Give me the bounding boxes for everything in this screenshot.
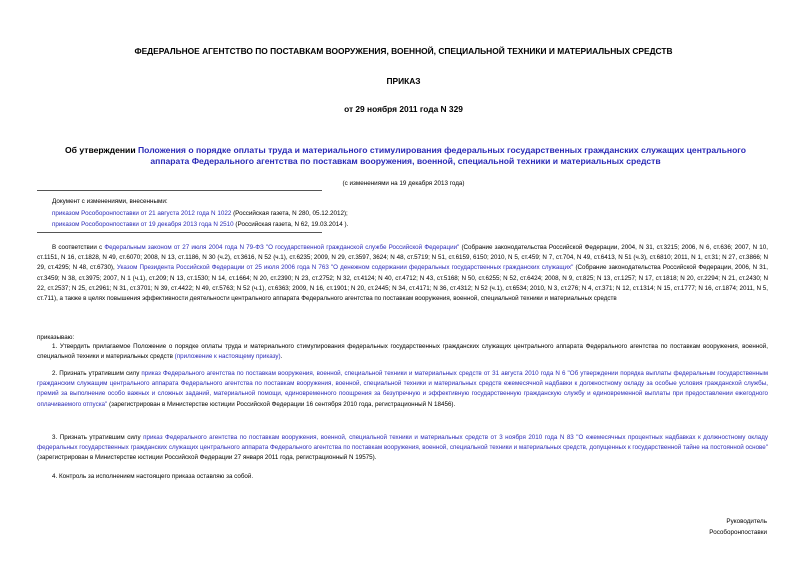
item-text: (зарегистрирован в Министерстве юстиции Российской Федерации 16 сентября 2010 года, регистрационный N 18456). xyxy=(107,400,456,408)
signature-position: Руководитель xyxy=(726,518,767,525)
preamble-text: (Собрание законодательства Российской Федерации, 2004, N 31, ст.3215; 2006, N 6, ст.636; 2007, N 10, ст.1151, N 16, ст.1828, N 49, ст.6070; 2008, N 13, ст.1186, N 30 (ч.2), ст.3616, N 52 (ч.1), ст.6235; 2009, N 29, ст.3597, 3624; N 48, ст.5719; N 51, ст.6159, 6150; 2010, N 5, ст.459; N 7, ст.704, N 49, ст.6413, N 51 (ч.3), ст.6810; 2011, N 1, ст.31; N 27, ст.3866; N 29, ст.4295; N 48, ст.6730), xyxy=(37,244,768,272)
order-item-4: 4. Контроль за исполнением настоящего приказа оставляю за собой. xyxy=(52,473,254,480)
repealed-order-83-link[interactable]: приказ Федерального агентства по поставкам вооружения, военной, специальной техники и материальных средств от 3 ноября 2010 года N 83 "О ежемесячных процентных надбавках к должностному окладу федеральных государственных гражданских служащих центрального аппарата Федерального агентства по поставкам вооружения, военной, специальной техники и материальных средств, допущенных к государственной тайне на постоянной основе" xyxy=(37,434,768,452)
signature-block xyxy=(709,516,767,538)
agency-name: ФЕДЕРАЛЬНОЕ АГЕНТСТВО ПО ПОСТАВКАМ ВООРУЖЕНИЯ, ВОЕННОЙ, СПЕЦИАЛЬНОЙ ТЕХНИКИ И МАТЕРИАЛЬНЫХ СРЕДСТВ xyxy=(134,46,673,56)
document-type: ПРИКАЗ xyxy=(386,76,421,86)
title-prefix: Об утверждении xyxy=(64,145,138,155)
order-item-3 xyxy=(37,433,768,464)
item-text: 2. Признать утратившим силу xyxy=(52,370,142,377)
preamble-paragraph xyxy=(37,243,768,304)
amendment-item xyxy=(52,208,652,220)
amendments-block xyxy=(52,196,652,231)
order-word: приказываю: xyxy=(37,334,75,341)
preamble-text: (Собрание законодательства Российской Федерации, 2006, N 31, ст.3459; N 38, ст.3975; 2007, N 1 (ч.1), ст.209; N 13, ст.1530; N 14, ст.1664; N 20, ст.2390; N 23, ст.2752; N 32, ст.4124; N 40, ст.4712; N 43, ст.5168; N 50, ст.6255; N 52, ст.6424; 2008, N 9, ст.825; N 13, ст.1257; N 17, ст.1818; N 20, ст.2294; N 21, ст.2430; N 22, ст.2537; N 25, ст.2961; N 31, ст.3701; N 39, ст.4422; N 49, ст.5763; N 52 (ч.1), ст.6363; 2009, N 16, ст.1901; N 20, ст.2445; N 34, ст.4171; N 36, ст.4312; N 52 (ч.1), ст.6534; 2010, N 3, ст.276; N 4, ст.371; N 12, ст.1314; N 15, ст.1777; N 16, ст.1874; 2011, N 5, ст.711), а также в целях повышения эффективности деятельности центрального аппарата Федерального агентства по поставкам вооружения, военной, специальной техники и материальных средств xyxy=(37,264,768,303)
item-text: 3. Признать утратившим силу xyxy=(52,434,144,441)
item-text: 1. Утвердить прилагаемое Положение о порядке оплаты труда и материального стимулирования федеральных государственных гражданских служащих центрального аппарата Федерального агентства по поставкам вооружения, военной, специальной техники и материальных средств xyxy=(37,343,768,361)
appendix-link[interactable]: (приложение к настоящему приказу) xyxy=(174,353,281,361)
amendment-source: (Российская газета, N 280, 05.12.2012); xyxy=(231,209,348,217)
preamble-text: В соответствии с xyxy=(52,244,105,251)
amendment-link-2012[interactable]: приказом Рособоронпоставки от 21 августа 2012 года N 1022 xyxy=(52,209,232,217)
item-text: . xyxy=(280,353,283,361)
signature-agency: Рособоронпоставки xyxy=(709,529,767,536)
presidential-decree-link[interactable]: Указом Президента Российской Федерации от 25 июля 2006 года N 763 "О денежном содержании федеральных государственных гражданских служащих" xyxy=(116,264,574,272)
order-item-1 xyxy=(37,342,768,362)
order-item-2 xyxy=(37,369,768,410)
amendments-intro: Документ с изменениями, внесенными: xyxy=(52,198,168,205)
divider-bottom xyxy=(37,232,322,233)
document-date-number: от 29 ноября 2011 года N 329 xyxy=(344,104,463,114)
title-regulation-link[interactable]: Положения о порядке оплаты труда и материального стимулирования федеральных государственных гражданских служащих центрального аппарата Федерального агентства по поставкам вооружения, военной, специальной техники и материальных средств xyxy=(138,145,747,166)
amendment-link-2013[interactable]: приказом Рособоронпоставки от 19 декабря 2013 года N 2510 xyxy=(52,221,234,228)
document-title xyxy=(48,145,763,167)
changes-note: (с изменениями на 19 декабря 2013 года) xyxy=(342,180,465,187)
amendment-source: (Российская газета, N 62, 19.03.2014 ). xyxy=(233,221,349,228)
repealed-order-6-link[interactable]: приказ Федерального агентства по поставкам вооружения, военной, специальной техники и материальных средств от 31 августа 2010 года N 6 "Об утверждении порядка выплаты федеральным государственным гражданским служащим центрального аппарата Федерального агентства по поставкам вооружения, военной, специальной техники и материальных средств ежемесячной надбавки к должностному окладу за особые условия гражданской службы, премий за выполнение особо важных и сложных заданий, материальной помощи, единовременного поощрения за безупречную и эффективную государственную гражданскую службу и единовременной выплаты при предоставлении ежегодного оплачиваемого отпуска" xyxy=(37,370,768,408)
divider-top xyxy=(37,190,322,191)
item-text: (зарегистрирован в Министерстве юстиции Российской Федерации 27 января 2011 года, регистрационный N 19575). xyxy=(37,454,377,462)
amendment-item xyxy=(52,219,652,231)
federal-law-link[interactable]: Федеральным законом от 27 июля 2004 года N 79-ФЗ "О государственной гражданской службе Российской Федерации" xyxy=(104,244,460,251)
